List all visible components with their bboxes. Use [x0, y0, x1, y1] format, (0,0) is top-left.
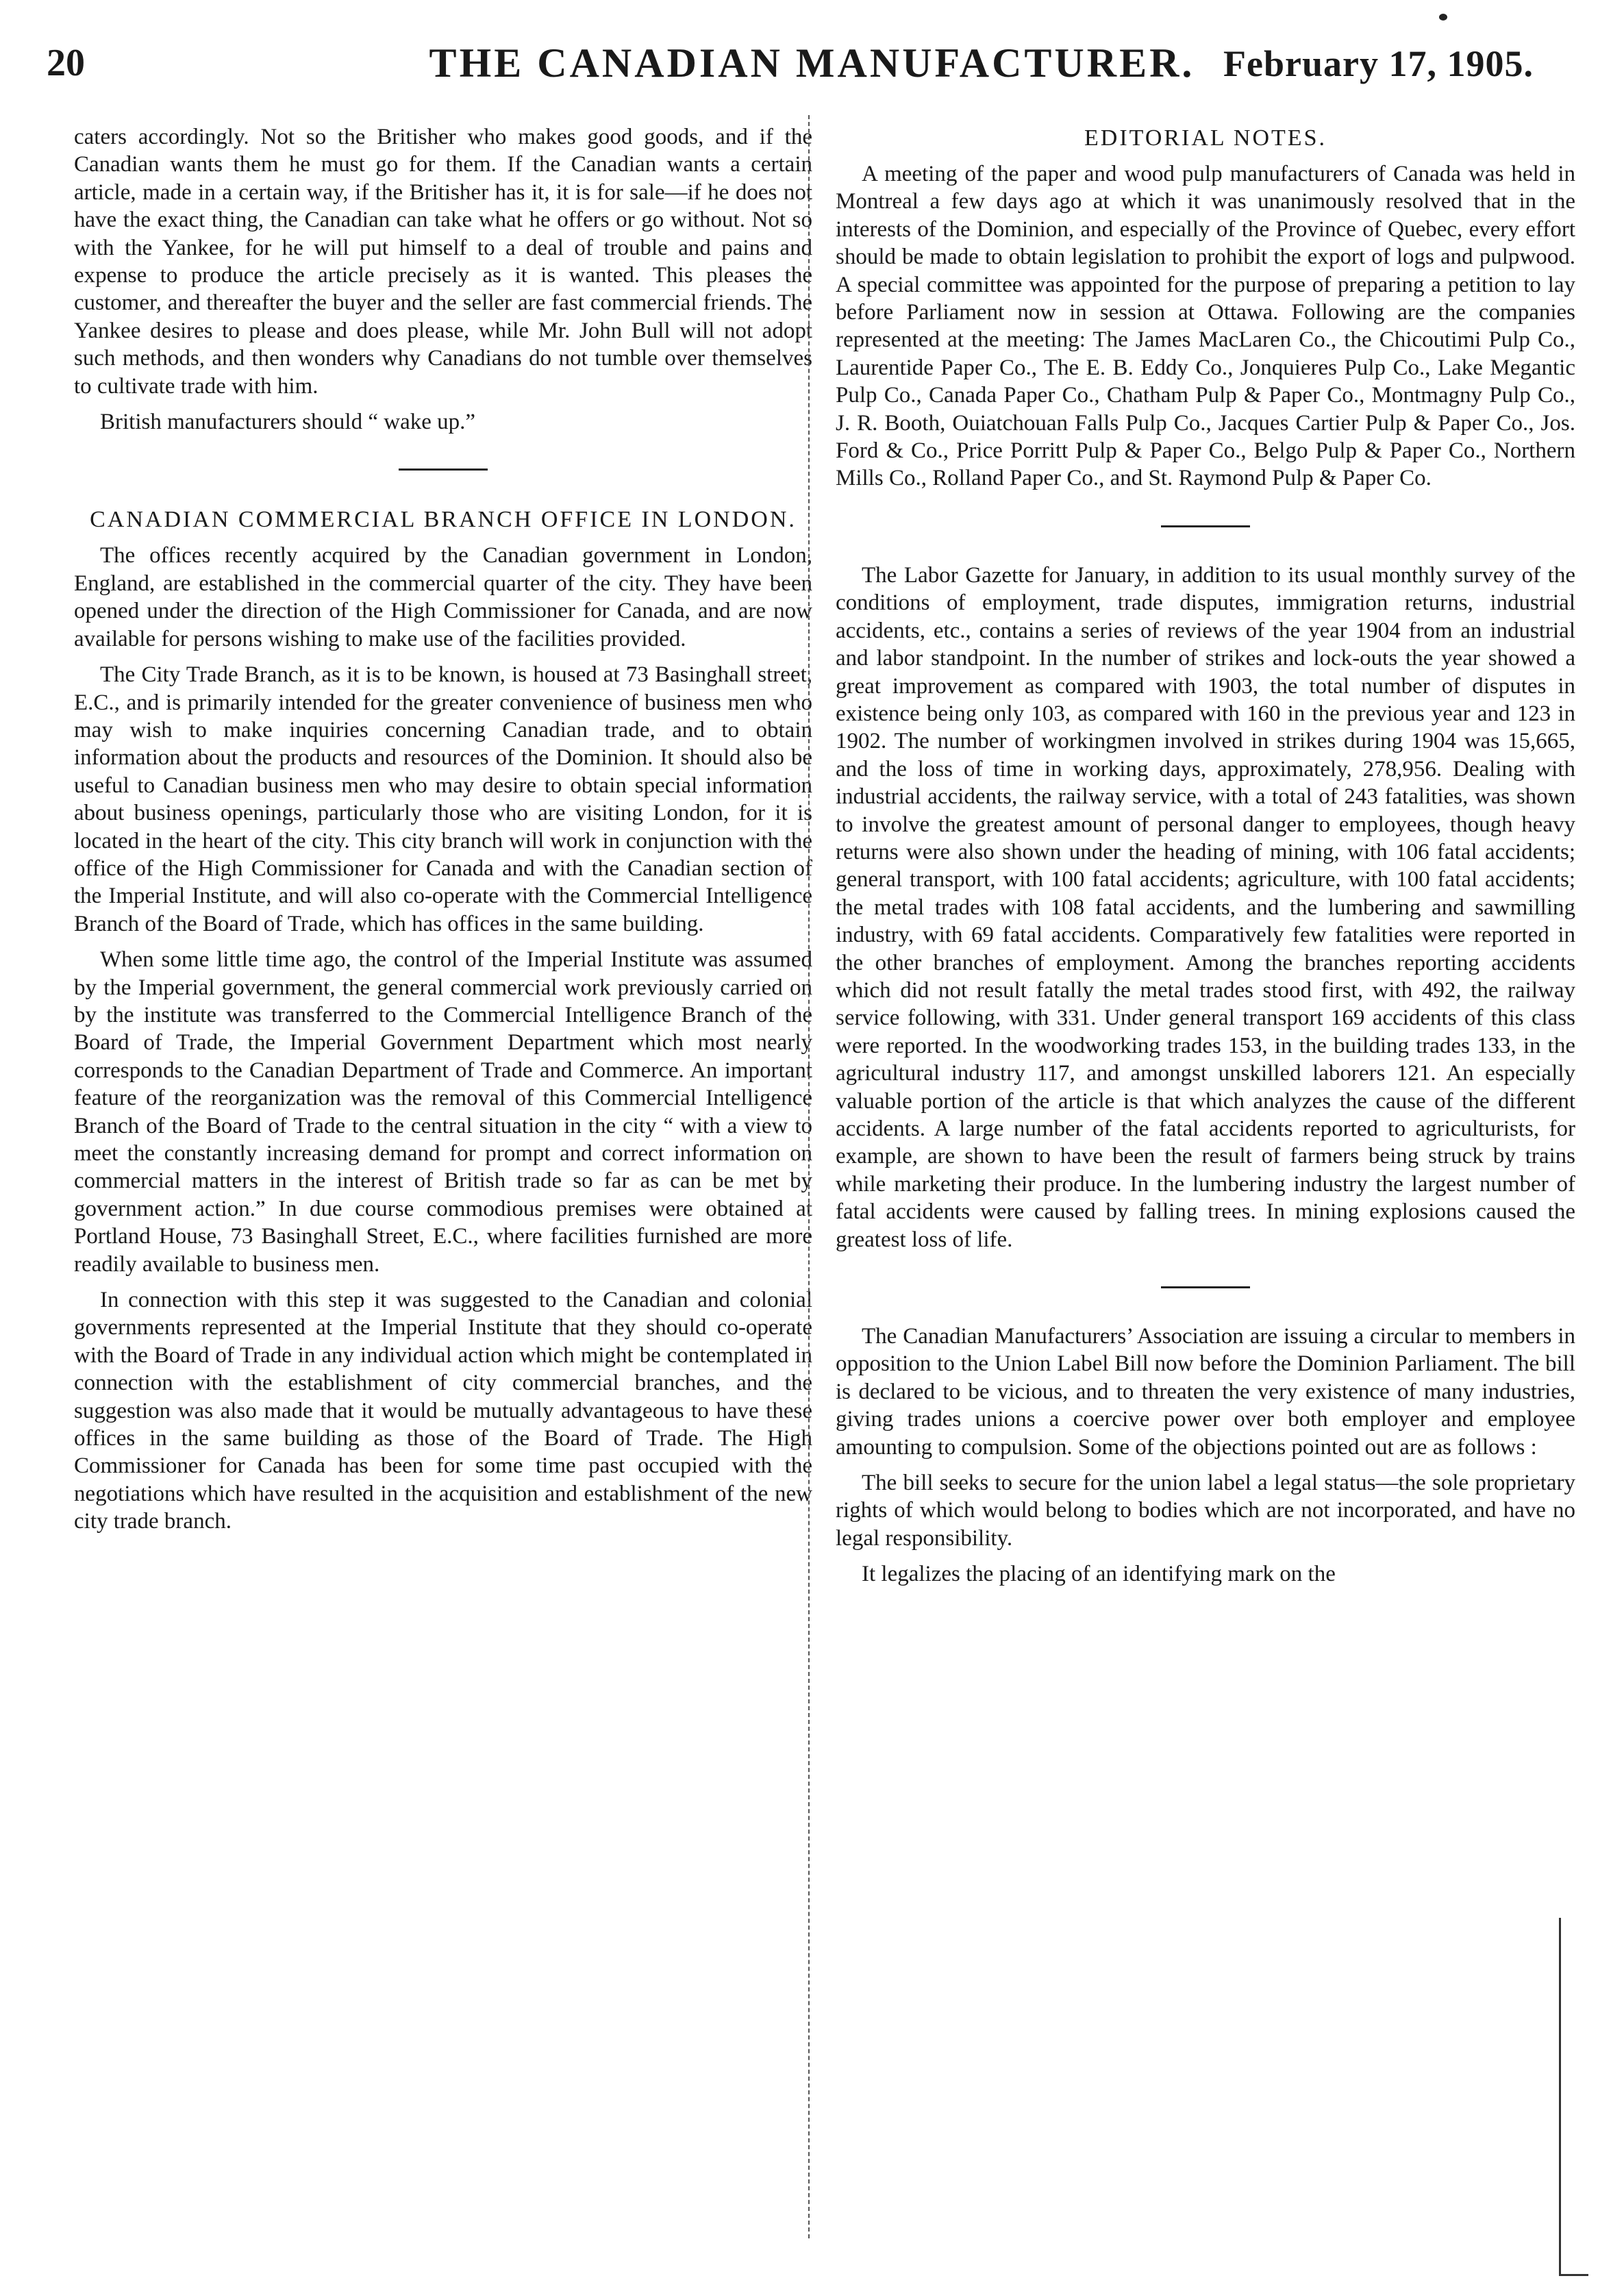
page-header — [0, 0, 1624, 96]
editorial-note: The Canadian Manufacturers’ Association are issuing a circular to members in opposition to the Union Label Bill now before the Dominion Parliament. The bill is declared to be vicious, and to threaten the very existence of many industries, giving trades unions a coercive power over both employer and employee amounting to compulsion. Some of the objections pointed out are as follows : — [836, 1324, 1575, 1460]
article-paragraph: The City Trade Branch, as it is to be known, is housed at 73 Basinghall street, E.C., and is primarily intended for the greater convenience of business men who may wish to make inquiries concerning Canadian trade, and to obtain information about the products and resources of the Dominion. It should also be useful to Canadian business men who may desire to obtain special information about business openings, particularly those who are visiting London, for it is located in the heart of the city. This city branch will work in conjunction with the office of the High Commissioner for Canada and with the Canadian section of the Imperial Institute, and will also co-operate with the Commercial Intelligence Branch of the Board of Trade, which has offices in the same building. — [74, 662, 812, 936]
page-number: 20 — [47, 42, 85, 84]
intro-paragraph: British manufacturers should “ wake up.” — [100, 410, 476, 435]
editorial-notes-heading: EDITORIAL NOTES. — [1084, 125, 1327, 151]
left-column — [74, 123, 812, 1544]
intro-paragraph: caters accordingly. Not so the Britisher who makes good goods, and if the Canadian wants them he must go for them. If the Canadian wants a certain article, made in a certain way, if the Britisher has it, it is for sale—if he does not have the exact thing, the Canadian can take what he offers or go without. Not so with the Yankee, for he will put himself to a deal of trouble and pains and expense to produce the article precisely as it is wanted. This pleases the customer, and thereafter the buyer and the seller are fast commercial friends. The Yankee desires to please and does please, while Mr. John Bull will not adopt such methods, and then wonders why Canadians do not tumble over themselves to cultivate trade with him. — [74, 125, 812, 399]
article-paragraph: In connection with this step it was suggested to the Canadian and colonial governments represented at the Imperial Institute that they should co-operate with the Board of Trade in any individual action which might be contemplated in connection with the establishment of city commercial branches, and the suggestion was also made that it would be mutually advantageous to have these offices in the same building as those of the Board of Trade. The High Commissioner for Canada has been for some time past occupied with the negotiations which have resulted in the acquisition and establishment of the new city trade branch. — [74, 1288, 812, 1534]
print-speck — [1439, 14, 1447, 21]
right-column — [836, 123, 1575, 1597]
article-paragraph: When some little time ago, the control of the Imperial Institute was assumed by the Imperial government, the general commercial work previously carried on by the institute was transferred to the Commercial Intelligence Branch of the Board of Trade, the Imperial Government Department which most nearly corresponds to the Canadian Department of Trade and Commerce. An important feature of the reorganization was the removal of this Commercial Intelligence Branch of the Board of Trade to the central situation in the city “ with a view to meet the constantly increasing demand for prompt and correct information on commercial matters in the interest of British trade so far as can be met by government action.” In due course commodious premises were obtained at Portland House, 73 Basinghall Street, E.C., where facilities furnished are more readily available to business men. — [74, 947, 812, 1277]
section-rule — [399, 468, 488, 471]
masthead-title: THE CANADIAN MANUFACTURER. — [429, 40, 1195, 86]
page-edge-mark — [1559, 1918, 1588, 2276]
section-rule — [1161, 525, 1250, 527]
editorial-note: A meeting of the paper and wood pulp manufacturers of Canada was held in Montreal a few days ago at which it was unanimously resolved that in the interests of the Dominion, and especially of the Province of Quebec, every effort should be made to obtain legislation to prohibit the export of logs and pulpwood. A special committee was appointed for the purpose of preparing a petition to lay before Parliament now in session at Ottawa. Following are the companies represented at the meeting: The James MacLaren Co., the Chicoutimi Pulp Co., Laurentide Paper Co., The E. B. Eddy Co., Jonquieres Pulp Co., Lake Megantic Pulp Co., Canada Paper Co., Chatham Pulp & Paper Co., Montmagny Pulp Co., J. R. Booth, Ouiatchouan Falls Pulp Co., Jacques Cartier Pulp & Paper Co., Jos. Ford & Co., Price Porritt Pulp & Paper Co., Belgo Pulp & Paper Co., Northern Mills Co., Rolland Paper Co., and St. Raymond Pulp & Paper Co. — [836, 162, 1575, 491]
article-heading: CANADIAN COMMERCIAL BRANCH OFFICE IN LONDON. — [90, 507, 797, 533]
issue-date: February 17, 1905. — [1223, 43, 1534, 84]
editorial-note: The Labor Gazette for January, in addition to its usual monthly survey of the conditions of employment, trade disputes, immigration returns, industrial accidents, etc., contains a series of reviews of the year 1904 from an industrial and labor standpoint. In the number of strikes and lock-outs the year showed a great improvement as compared with 1903, the total number of disputes in existence being only 103, as compared with 160 in the previous year and 123 in 1902. The number of workingmen involved in strikes during 1904 was 15,665, and the loss of time in working days, approximately, 278,956. Dealing with industrial accidents, the railway service, with a total of 243 fatalities, was shown to involve the greatest amount of personal danger to employees, though heavy returns were also shown under the heading of mining, with 106 fatal accidents; general transport, with 100 fatal accidents; agriculture, with 100 fatal accidents; the metal trades with 108 fatal accidents, and the lumbering and sawmilling industry, with 69 fatal accidents. Comparatively few fatalities were reported in the other branches of employment. Among the branches reporting accidents which did not result fatally the metal trades stood first, with 492, the railway service following, with 331. Under general transport 169 accidents of this class were reported. In the woodworking trades 153, in the building trades 133, in the agricultural industry 117, and amongst unskilled laborers 121. An especially valuable portion of the article is that which analyzes the cause of the different accidents. A large number of the fatal accidents reported to agriculturists, for example, are shown to have been the result of farmers being struck by trains while marketing their produce. In the lumbering industry the largest number of fatal accidents were caused by falling trees. In mining explosions caused the greatest loss of life. — [836, 562, 1575, 1252]
section-rule — [1161, 1286, 1250, 1288]
objection-item: The bill seeks to secure for the union label a legal status—the sole proprietary rights of which would belong to bodies which are not incorporated, and have no legal responsibility. — [836, 1471, 1575, 1551]
objection-item: It legalizes the placing of an identifying mark on the — [862, 1562, 1336, 1587]
column-divider — [808, 115, 810, 2238]
article-paragraph: The offices recently acquired by the Canadian government in London, England, are established in the commercial quarter of the city. They have been opened under the direction of the High Commissioner for Canada, and are now available for persons wishing to make use of the facilities provided. — [74, 543, 812, 651]
